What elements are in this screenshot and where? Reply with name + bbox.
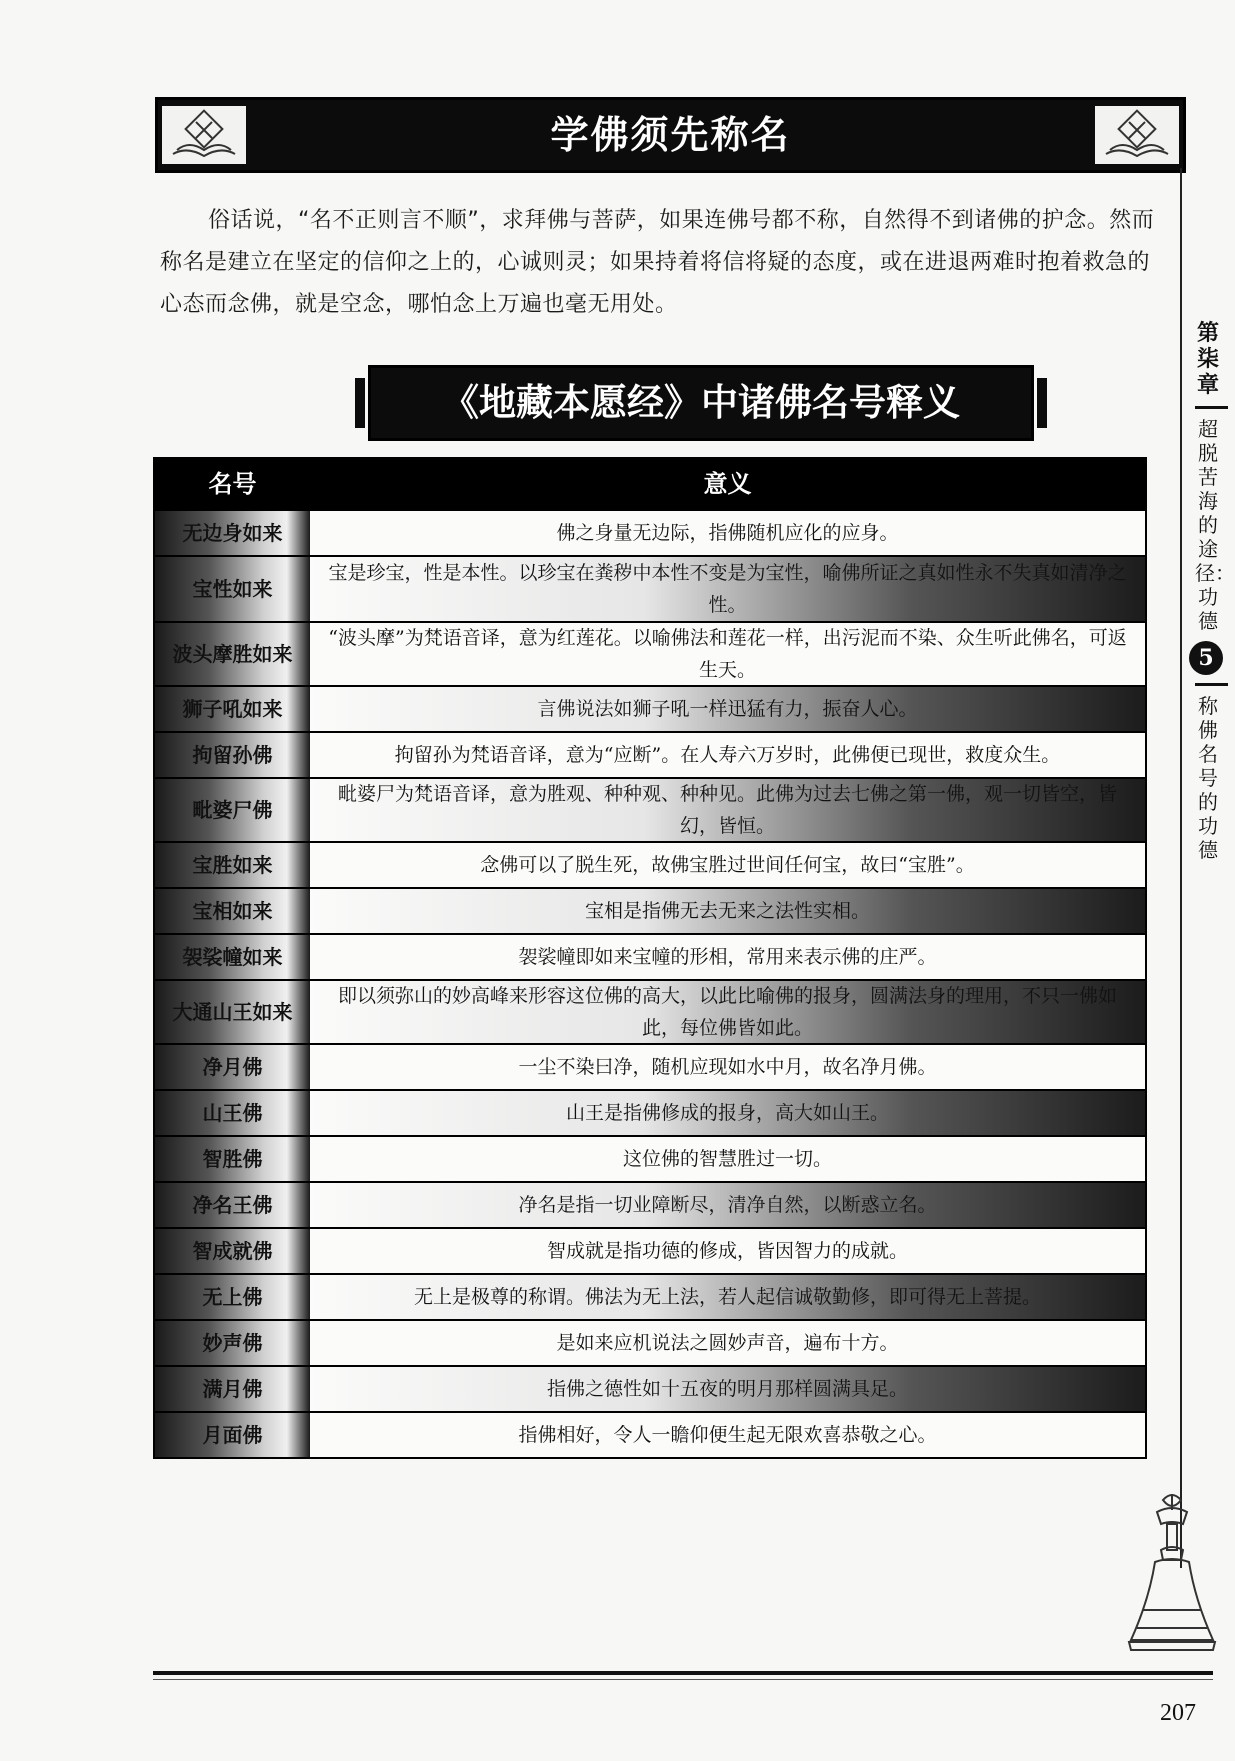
buddha-name-cell: 月面佛: [155, 1413, 310, 1457]
meaning-cell: 一尘不染曰净，随机应现如水中月，故名净月佛。: [310, 1045, 1145, 1089]
meaning-cell: 指佛之德性如十五夜的明月那样圆满具足。: [310, 1367, 1145, 1411]
table-row: [155, 1043, 1145, 1089]
buddha-name-cell: 宝性如来: [155, 557, 310, 621]
meaning-cell: 无上是极尊的称谓。佛法为无上法，若人起信诚敬勤修，即可得无上菩提。: [310, 1275, 1145, 1319]
buddha-name-cell: 净月佛: [155, 1045, 310, 1089]
buddha-name-cell: 妙声佛: [155, 1321, 310, 1365]
top-banner: [155, 97, 1186, 173]
meaning-cell: 指佛相好，令人一瞻仰便生起无限欢喜恭敬之心。: [310, 1413, 1145, 1457]
table-header: [155, 459, 1145, 509]
meaning-cell: 山王是指佛修成的报身，高大如山王。: [310, 1091, 1145, 1135]
meaning-cell: 宝是珍宝，性是本性。以珍宝在粪秽中本性不变是为宝性，喻佛所证之真如性永不失真如清净之性。: [310, 557, 1145, 621]
buddha-name-cell: 智胜佛: [155, 1137, 310, 1181]
table-row: [155, 1227, 1145, 1273]
buddha-name-cell: 山王佛: [155, 1091, 310, 1135]
table-row: [155, 555, 1145, 621]
table-row: [155, 1365, 1145, 1411]
buddha-name-cell: 宝胜如来: [155, 843, 310, 887]
endless-knot-icon: [1095, 106, 1179, 164]
buddha-name-cell: 大通山王如来: [155, 981, 310, 1043]
table-row: [155, 979, 1145, 1043]
buddha-name-cell: 无上佛: [155, 1275, 310, 1319]
meaning-cell: 这位佛的智慧胜过一切。: [310, 1137, 1145, 1181]
meaning-cell: 即以须弥山的妙高峰来形容这位佛的高大，以此比喻佛的报身，圆满法身的理用，不只一佛如此，每位佛皆如此。: [310, 981, 1145, 1043]
vajra-bell-icon: [1125, 1490, 1220, 1664]
table-row: [155, 1273, 1145, 1319]
meaning-cell: 净名是指一切业障断尽，清净自然，以断惑立名。: [310, 1183, 1145, 1227]
meaning-cell: 智成就是指功德的修成，皆因智力的成就。: [310, 1229, 1145, 1273]
buddha-name-cell: 宝相如来: [155, 889, 310, 933]
buddha-name-cell: 狮子吼如来: [155, 687, 310, 731]
table-row: [155, 685, 1145, 731]
meaning-cell: 毗婆尸为梵语音译，意为胜观、种种观、种种见。此佛为过去七佛之第一佛，观一切皆空，皆幻，皆恒。: [310, 779, 1145, 841]
table-row: [155, 1319, 1145, 1365]
column-header-name: 名号: [208, 470, 257, 498]
intro-paragraph: 俗话说，“名不正则言不顺”，求拜佛与菩萨，如果连佛号都不称，自然得不到诸佛的护念。然而称名是建立在坚定的信仰之上的，心诚则灵；如果持着将信将疑的态度，或在进退两难时抱着救急的心态而念佛，就是空念，哪怕念上万遍也毫无用处。: [160, 208, 1155, 317]
buddha-name-cell: 净名王佛: [155, 1183, 310, 1227]
meaning-cell: 是如来应机说法之圆妙声音，遍布十方。: [310, 1321, 1145, 1365]
table-row: [155, 1135, 1145, 1181]
table-row: [155, 621, 1145, 685]
section-number-badge: 5: [1189, 641, 1223, 675]
table-row: [155, 777, 1145, 841]
table-row: [155, 933, 1145, 979]
table-row: [155, 731, 1145, 777]
chapter-side-tab: [1195, 320, 1235, 862]
buddha-name-cell: 无边身如来: [155, 511, 310, 555]
meaning-cell: 念佛可以了脱生死，故佛宝胜过世间任何宝，故曰“宝胜”。: [310, 843, 1145, 887]
buddha-name-cell: 满月佛: [155, 1367, 310, 1411]
section-title: 《地藏本愿经》中诸佛名号释义: [442, 381, 960, 424]
table-row: [155, 509, 1145, 555]
table-row: [155, 887, 1145, 933]
page-number: 207: [1160, 1700, 1196, 1726]
buddha-name-cell: 袈裟幢如来: [155, 935, 310, 979]
right-divider: [1180, 168, 1182, 1568]
meaning-cell: “波头摩”为梵语音译，意为红莲花。以喻佛法和莲花一样，出污泥而不染、众生听此佛名，可返生天。: [310, 623, 1145, 685]
table-row: [155, 1181, 1145, 1227]
table-row: [155, 1089, 1145, 1135]
section-side-title: 称佛名号的功德: [1198, 694, 1218, 862]
chapter-label: 第柒章: [1196, 320, 1219, 398]
meaning-cell: 佛之身量无边际，指佛随机应化的应身。: [310, 511, 1145, 555]
meaning-cell: 袈裟幢即如来宝幢的形相，常用来表示佛的庄严。: [310, 935, 1145, 979]
footer-rule-thin: [153, 1679, 1213, 1680]
side-divider: [1195, 406, 1228, 409]
meaning-cell: 宝相是指佛无去无来之法性实相。: [310, 889, 1145, 933]
chapter-title: 超脱苦海的途径：功德: [1195, 417, 1235, 633]
buddha-name-cell: 毗婆尸佛: [155, 779, 310, 841]
buddha-name-cell: 波头摩胜如来: [155, 623, 310, 685]
side-divider: [1195, 683, 1228, 686]
footer-rule: [153, 1671, 1213, 1675]
banner-title: 学佛须先称名: [550, 113, 791, 157]
meaning-cell: 言佛说法如狮子吼一样迅猛有力，振奋人心。: [310, 687, 1145, 731]
column-header-meaning: 意义: [703, 470, 752, 498]
table-row: [155, 841, 1145, 887]
buddha-names-table: [153, 457, 1147, 1459]
table-row: [155, 1411, 1145, 1457]
buddha-name-cell: 拘留孙佛: [155, 733, 310, 777]
section-heading: [368, 365, 1034, 441]
meaning-cell: 拘留孙为梵语音译，意为“应断”。在人寿六万岁时，此佛便已现世，救度众生。: [310, 733, 1145, 777]
buddha-name-cell: 智成就佛: [155, 1229, 310, 1273]
